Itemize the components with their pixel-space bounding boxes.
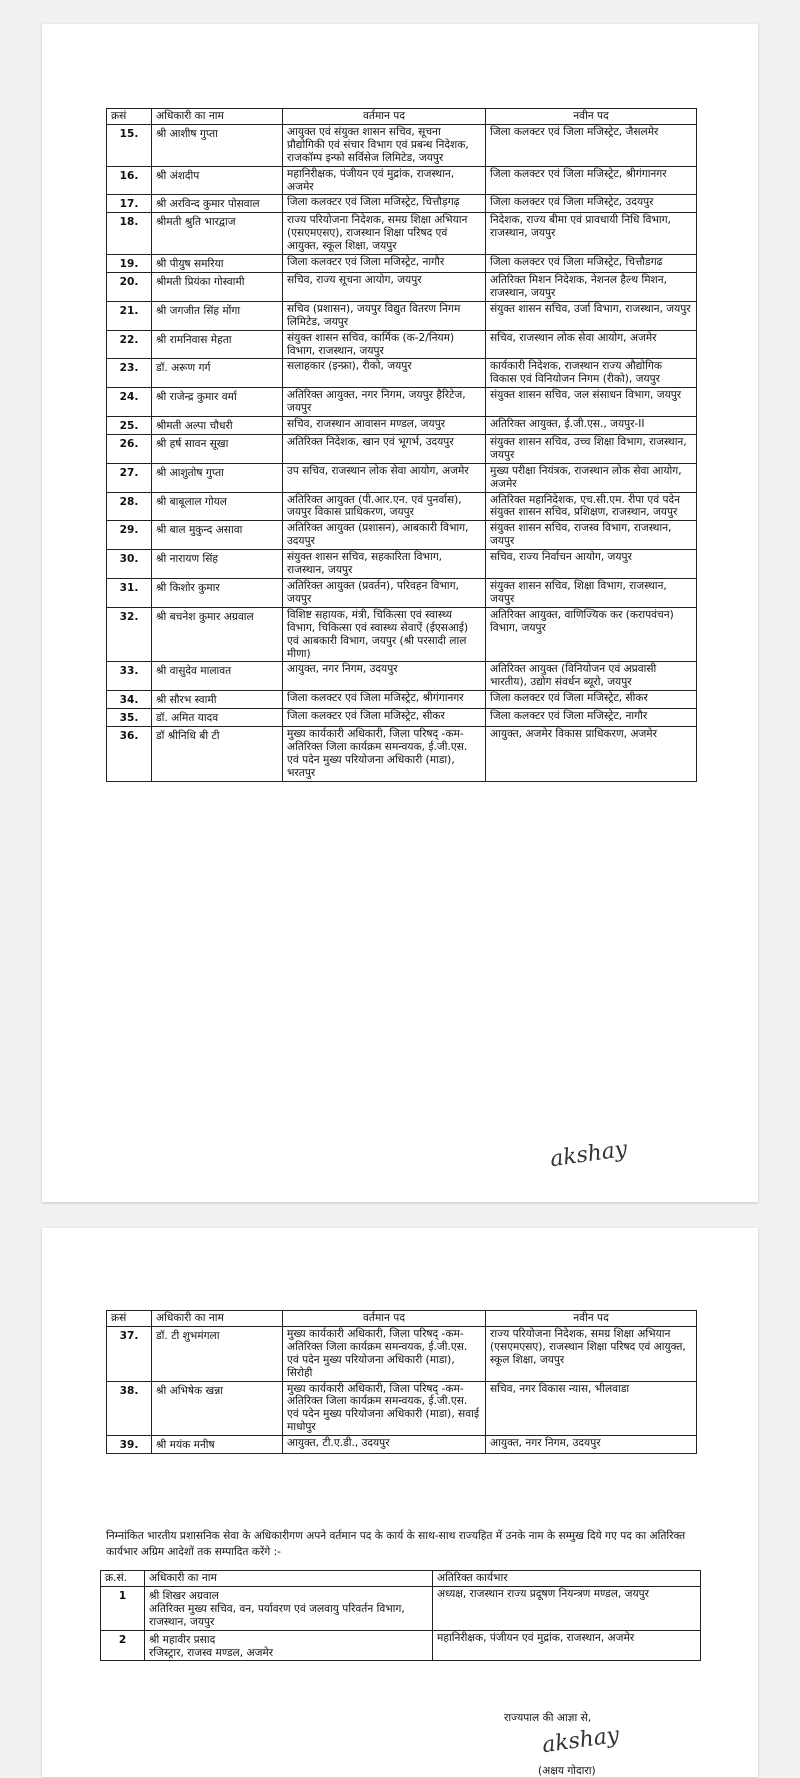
table-row — [107, 550, 697, 579]
new-post: अतिरिक्त आयुक्त, वाणिज्यिक कर (करापवंचन) विभाग, जयपुर — [486, 607, 697, 662]
new-post: जिला कलक्टर एवं जिला मजिस्ट्रेट, चित्तौडगढ — [486, 255, 697, 273]
header-additional-charge: अतिरिक्त कार्यभार — [433, 1571, 701, 1587]
new-post: निदेशक, राज्य बीमा एवं प्रावधायी निधि विभाग, राजस्थान, जयपुर — [486, 213, 697, 255]
current-post: जिला कलक्टर एवं जिला मजिस्ट्रेट, श्रीगंगानगर — [283, 691, 486, 709]
serial-number: 20. — [107, 272, 152, 301]
new-post: संयुक्त शासन सचिव, राजस्व विभाग, राजस्थान, जयपुर — [486, 521, 697, 550]
serial-number: 19. — [107, 255, 152, 273]
transfer-table-1-body — [107, 124, 697, 781]
header-new-post: नवीन पद — [486, 1311, 697, 1327]
signature-page-2: akshay — [540, 1722, 621, 1759]
officer-name: श्री सौरभ स्वामी — [152, 691, 283, 709]
current-post: विशिष्ट सहायक, मंत्री, चिकित्सा एवं स्वास्थ्य विभाग, चिकित्सा एवं स्वास्थ्य सेवाऐं (ईएसआई) एवं आबकारी विभाग, जयपुर (श्री परसादी लाल मीणा) — [283, 607, 486, 662]
new-post: अतिरिक्त महानिदेशक, एच.सी.एम. रीपा एवं पदेन संयुक्त शासन सचिव, प्रशिक्षण, राजस्थान, जयपुर — [486, 492, 697, 521]
officer-name: श्री बचनेश कुमार अग्रवाल — [152, 607, 283, 662]
current-post: अतिरिक्त आयुक्त (प्रशासन), आबकारी विभाग, उदयपुर — [283, 521, 486, 550]
new-post: संयुक्त शासन सचिव, शिक्षा विभाग, राजस्थान, जयपुर — [486, 579, 697, 608]
new-post: जिला कलक्टर एवं जिला मजिस्ट्रेट, श्रीगंगानगर — [486, 166, 697, 195]
header-sno: क्र.सं. — [101, 1571, 145, 1587]
table-row — [107, 1381, 697, 1436]
additional-charge-note: निम्नांकित भारतीय प्रशासनिक सेवा के अधिकारीगण अपने वर्तमान पद के कार्य के साथ-साथ राज्यहित में उनके नाम के सम्मुख दिये गए पद का अतिरिक्त कार्यभार अग्रिम आदेशों तक सम्पादित करेंगे :- — [106, 1530, 686, 1558]
officer-name: श्रीमती श्रुति भारद्वाज — [152, 213, 283, 255]
officer-name: डॉ श्रीनिधि बी टी — [152, 727, 283, 782]
header-name: अधिकारी का नाम — [152, 109, 283, 125]
table-row — [107, 301, 697, 330]
current-post: अतिरिक्त आयुक्त (प्रवर्तन), परिवहन विभाग, जयपुर — [283, 579, 486, 608]
table-row — [107, 492, 697, 521]
officer-name: श्री किशोर कुमार — [152, 579, 283, 608]
table-row — [107, 213, 697, 255]
table-row — [107, 359, 697, 388]
new-post: अतिरिक्त आयुक्त (विनियोजन एवं अप्रवासी भारतीय), उद्योग संवर्धन ब्यूरो, जयपुर — [486, 662, 697, 691]
officer-name: श्री रामनिवास मेहता — [152, 330, 283, 359]
table-row — [107, 272, 697, 301]
new-post: आयुक्त, अजमेर विकास प्राधिकरण, अजमेर — [486, 727, 697, 782]
new-post: सचिव, राजस्थान लोक सेवा आयोग, अजमेर — [486, 330, 697, 359]
new-post: राज्य परियोजना निदेशक, समग्र शिक्षा अभियान (एसएमएसए), राजस्थान शिक्षा परिषद एवं आयुक्त, स्कूल शिक्षा, जयपुर — [486, 1326, 697, 1381]
current-post: सचिव (प्रशासन), जयपुर विद्युत वितरण निगम लिमिटेड, जयपुर — [283, 301, 486, 330]
table-row — [107, 166, 697, 195]
current-post: संयुक्त शासन सचिव, कार्मिक (क-2/नियम) विभाग, राजस्थान, जयपुर — [283, 330, 486, 359]
document-page-1 — [42, 24, 758, 1202]
current-post: जिला कलक्टर एवं जिला मजिस्ट्रेट, सीकर — [283, 709, 486, 727]
new-post: अतिरिक्त आयुक्त, ई.जी.एस., जयपुर-II — [486, 417, 697, 435]
document-page-2 — [42, 1228, 758, 1777]
header-name: अधिकारी का नाम — [152, 1311, 283, 1327]
officer-current-post: अतिरिक्त मुख्य सचिव, वन, पर्यावरण एवं जलवायु परिवर्तन विभाग, राजस्थान, जयपुर — [149, 1602, 405, 1628]
officer-current-post: रजिस्ट्रार, राजस्व मण्डल, अजमेर — [149, 1646, 274, 1659]
officer-name: श्री अभिषेक खन्ना — [152, 1381, 283, 1436]
serial-number: 15. — [107, 124, 152, 166]
governor-order-text: राज्यपाल की आज्ञा से, — [504, 1712, 592, 1724]
serial-number: 17. — [107, 195, 152, 213]
current-post: जिला कलक्टर एवं जिला मजिस्ट्रेट, चित्तौड़गढ़ — [283, 195, 486, 213]
serial-number: 39. — [107, 1436, 152, 1454]
current-post: सचिव, राज्य सूचना आयोग, जयपुर — [283, 272, 486, 301]
current-post: अतिरिक्त आयुक्त, नगर निगम, जयपुर हैरिटेज, जयपुर — [283, 388, 486, 417]
serial-number: 33. — [107, 662, 152, 691]
officer-name: श्रीमती अल्पा चौधरी — [152, 417, 283, 435]
serial-number: 38. — [107, 1381, 152, 1436]
table-row — [101, 1586, 701, 1630]
officer-name-and-post — [145, 1586, 433, 1630]
serial-number: 30. — [107, 550, 152, 579]
new-post: जिला कलक्टर एवं जिला मजिस्ट्रेट, सीकर — [486, 691, 697, 709]
current-post: संयुक्त शासन सचिव, सहकारिता विभाग, राजस्थान, जयपुर — [283, 550, 486, 579]
table-row — [107, 124, 697, 166]
officer-name: श्री जगजीत सिंह मोंगा — [152, 301, 283, 330]
current-post: राज्य परियोजना निदेशक, समग्र शिक्षा अभियान (एसएमएसए), राजस्थान शिक्षा परिषद एवं आयुक्त, स्कूल शिक्षा, जयपुर — [283, 213, 486, 255]
current-post: आयुक्त एवं संयुक्त शासन सचिव, सूचना प्रौद्योगिकी एवं संचार विभाग एवं प्रबन्ध निदेशक, राजकॉम्प इन्फो सर्विसेज लिमिटेड, जयपुर — [283, 124, 486, 166]
table-row — [107, 709, 697, 727]
serial-number: 35. — [107, 709, 152, 727]
header-name: अधिकारी का नाम — [145, 1571, 433, 1587]
officer-name: डॉ. टी शुभमंगला — [152, 1326, 283, 1381]
officer-name: श्री आशुतोष गुप्ता — [152, 463, 283, 492]
header-current-post: वर्तमान पद — [283, 1311, 486, 1327]
table-row — [107, 727, 697, 782]
serial-number: 34. — [107, 691, 152, 709]
new-post: अतिरिक्त मिशन निदेशक, नेशनल हैल्थ मिशन, राजस्थान, जयपुर — [486, 272, 697, 301]
officer-name: डॉ. अरूण गर्ग — [152, 359, 283, 388]
officer-name: डॉ. अमित यादव — [152, 709, 283, 727]
header-sno: क्रसं — [107, 109, 152, 125]
table-row — [107, 662, 697, 691]
table-row — [101, 1630, 701, 1661]
current-post: महानिरीक्षक, पंजीयन एवं मुद्रांक, राजस्थान, अजमेर — [283, 166, 486, 195]
serial-number: 26. — [107, 434, 152, 463]
serial-number: 2 — [101, 1630, 145, 1661]
serial-number: 37. — [107, 1326, 152, 1381]
table-header-row — [107, 1311, 697, 1327]
new-post: संयुक्त शासन सचिव, उच्च शिक्षा विभाग, राजस्थान, जयपुर — [486, 434, 697, 463]
officer-name: श्री पीयुष समरिया — [152, 255, 283, 273]
serial-number: 22. — [107, 330, 152, 359]
additional-charge-table — [100, 1570, 701, 1661]
officer-name: श्री महावीर प्रसाद — [149, 1633, 216, 1646]
table-row — [107, 579, 697, 608]
table-row — [107, 607, 697, 662]
current-post: उप सचिव, राजस्थान लोक सेवा आयोग, अजमेर — [283, 463, 486, 492]
additional-charge: महानिरीक्षक, पंजीयन एवं मुद्रांक, राजस्थान, अजमेर — [433, 1630, 701, 1661]
officer-name: श्री अरविन्द कुमार पोसवाल — [152, 195, 283, 213]
new-post: संयुक्त शासन सचिव, उर्जा विभाग, राजस्थान, जयपुर — [486, 301, 697, 330]
new-post: जिला कलक्टर एवं जिला मजिस्ट्रेट, नागौर — [486, 709, 697, 727]
serial-number: 36. — [107, 727, 152, 782]
table-row — [107, 1436, 697, 1454]
serial-number: 16. — [107, 166, 152, 195]
serial-number: 32. — [107, 607, 152, 662]
current-post: सलाहकार (इन्फ्रा), रीको, जयपुर — [283, 359, 486, 388]
table-row — [107, 463, 697, 492]
serial-number: 23. — [107, 359, 152, 388]
officer-name: श्री शिखर अग्रवाल — [149, 1589, 219, 1602]
transfer-table-1 — [106, 108, 697, 782]
transfer-table-2-body — [107, 1326, 697, 1453]
table-row — [107, 195, 697, 213]
current-post: मुख्य कार्यकारी अधिकारी, जिला परिषद् -कम- अतिरिक्त जिला कार्यक्रम समन्वयक, ई.जी.एस. एवं पदेन मुख्य परियोजना अधिकारी (माडा), सिरोही — [283, 1326, 486, 1381]
officer-name: श्रीमती प्रियंका गोस्वामी — [152, 272, 283, 301]
current-post: आयुक्त, टी.ए.डी., उदयपुर — [283, 1436, 486, 1454]
current-post: अतिरिक्त आयुक्त (पी.आर.एन. एवं पुनर्वास), जयपुर विकास प्राधिकरण, जयपुर — [283, 492, 486, 521]
new-post: जिला कलक्टर एवं जिला मजिस्ट्रेट, उदयपुर — [486, 195, 697, 213]
officer-name: श्री वासुदेव मालावत — [152, 662, 283, 691]
serial-number: 1 — [101, 1586, 145, 1630]
table-row — [107, 434, 697, 463]
officer-name: श्री मयंक मनीष — [152, 1436, 283, 1454]
new-post: आयुक्त, नगर निगम, उदयपुर — [486, 1436, 697, 1454]
current-post: आयुक्त, नगर निगम, उदयपुर — [283, 662, 486, 691]
table-row — [107, 388, 697, 417]
table-header-row — [101, 1571, 701, 1587]
current-post: सचिव, राजस्थान आवासन मण्डल, जयपुर — [283, 417, 486, 435]
new-post: मुख्य परीक्षा नियंत्रक, राजस्थान लोक सेवा आयोग, अजमेर — [486, 463, 697, 492]
officer-name: श्री अंशदीप — [152, 166, 283, 195]
serial-number: 25. — [107, 417, 152, 435]
additional-charge: अध्यक्ष, राजस्थान राज्य प्रदूषण नियन्त्रण मण्डल, जयपुर — [433, 1586, 701, 1630]
new-post: सचिव, राज्य निर्वाचन आयोग, जयपुर — [486, 550, 697, 579]
table-row — [107, 330, 697, 359]
new-post: कार्यकारी निदेशक, राजस्थान राज्य औद्योगिक विकास एवं विनियोजन निगम (रीको), जयपुर — [486, 359, 697, 388]
transfer-table-2 — [106, 1310, 697, 1454]
serial-number: 21. — [107, 301, 152, 330]
table-row — [107, 1326, 697, 1381]
signature-page-1: akshay — [548, 1136, 629, 1173]
serial-number: 28. — [107, 492, 152, 521]
current-post: जिला कलक्टर एवं जिला मजिस्ट्रेट, नागौर — [283, 255, 486, 273]
header-sno: क्रसं — [107, 1311, 152, 1327]
table-row — [107, 417, 697, 435]
officer-name: श्री राजेन्द्र कुमार वर्मा — [152, 388, 283, 417]
signatory-name: (अक्षय गोदारा) — [538, 1765, 596, 1777]
officer-name: श्री बाबूलाल गोयल — [152, 492, 283, 521]
header-current-post: वर्तमान पद — [283, 109, 486, 125]
officer-name-and-post — [145, 1630, 433, 1661]
table-row — [107, 255, 697, 273]
current-post: अतिरिक्त निदेशक, खान एवं भूगर्भ, उदयपुर — [283, 434, 486, 463]
serial-number: 18. — [107, 213, 152, 255]
header-new-post: नवीन पद — [486, 109, 697, 125]
officer-name: श्री आशीष गुप्ता — [152, 124, 283, 166]
table-header-row — [107, 109, 697, 125]
new-post: जिला कलक्टर एवं जिला मजिस्ट्रेट, जैसलमेर — [486, 124, 697, 166]
serial-number: 27. — [107, 463, 152, 492]
current-post: मुख्य कार्यकारी अधिकारी, जिला परिषद् -कम- अतिरिक्त जिला कार्यक्रम समन्वयक, ई.जी.एस. एवं पदेन मुख्य परियोजना अधिकारी (माडा), भरतपुर — [283, 727, 486, 782]
serial-number: 29. — [107, 521, 152, 550]
new-post: सचिव, नगर विकास न्यास, भीलवाडा — [486, 1381, 697, 1436]
additional-charge-table-body — [101, 1586, 701, 1661]
current-post: मुख्य कार्यकारी अधिकारी, जिला परिषद् -कम- अतिरिक्त जिला कार्यक्रम समन्वयक, ई.जी.एस. एवं पदेन मुख्य परियोजना अधिकारी (माडा), सवाई माधोपुर — [283, 1381, 486, 1436]
table-row — [107, 691, 697, 709]
table-row — [107, 521, 697, 550]
new-post: संयुक्त शासन सचिव, जल संसाधन विभाग, जयपुर — [486, 388, 697, 417]
serial-number: 31. — [107, 579, 152, 608]
serial-number: 24. — [107, 388, 152, 417]
officer-name: श्री नारायण सिंह — [152, 550, 283, 579]
officer-name: श्री हर्ष सावन सूखा — [152, 434, 283, 463]
officer-name: श्री बाल मुकुन्द असावा — [152, 521, 283, 550]
